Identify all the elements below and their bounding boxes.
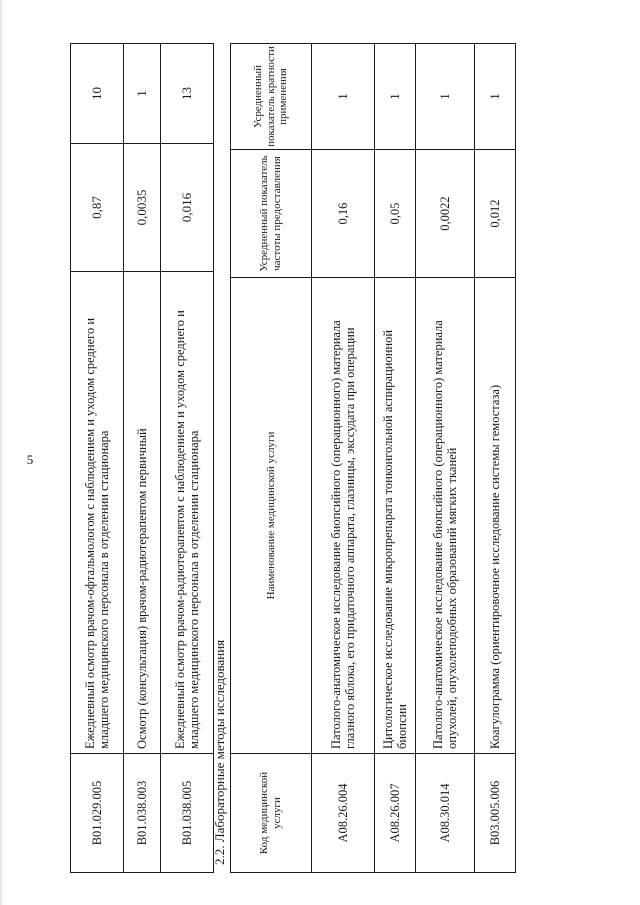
service-name: Ежедневный осмотр врачом-офтальмологом с наблюдением и уходом среднего и младшего медицинского персонала в отделении стационара: [71, 272, 124, 754]
multiplicity-value: 1: [475, 44, 516, 150]
multiplicity-value: 1: [416, 44, 475, 150]
table-row: [124, 44, 161, 873]
service-code: B01.038.003: [124, 754, 161, 873]
table-header-row: [231, 44, 312, 873]
frequency-value: 0,05: [375, 150, 416, 278]
section-title: 2.2. Лабораторные методы исследования: [212, 639, 227, 865]
lab-methods-table: [230, 43, 516, 873]
header-multiplicity: Усредненный показатель кратности применения: [231, 44, 312, 150]
frequency-value: 0,012: [475, 150, 516, 278]
page-number: 5: [26, 451, 34, 467]
header-code: Код медицинской услуги: [231, 754, 312, 873]
header-name: Наименование медицинской услуги: [231, 278, 312, 754]
service-name: Патолого-анатомическое исследование биопсийного (операционного) материала глазного яблока, его придаточного аппарата, глазницы, экссудата при операции: [312, 278, 375, 754]
table-row: [416, 44, 475, 873]
service-code: B01.029.005: [71, 754, 124, 873]
service-code: A08.26.007: [375, 754, 416, 873]
multiplicity-value: 1: [124, 44, 161, 144]
table-row: [312, 44, 375, 873]
service-name: Ежедневный осмотр врачом-радиотерапевтом с наблюдением и уходом среднего и младшего медицинского персонала в отделении стационара: [161, 272, 214, 754]
multiplicity-value: 1: [375, 44, 416, 150]
multiplicity-value: 1: [312, 44, 375, 150]
multiplicity-value: 10: [71, 44, 124, 144]
multiplicity-value: 13: [161, 44, 214, 144]
service-code: B03.005.006: [475, 754, 516, 873]
service-name: Патолого-анатомическое исследование биопсийного (операционного) материала опухолей, опухолеподобных образований мягких тканей: [416, 278, 475, 754]
header-frequency: Усредненный показатель частоты предоставления: [231, 150, 312, 278]
table-row: [71, 44, 124, 873]
service-code: A08.30.014: [416, 754, 475, 873]
frequency-value: 0,0022: [416, 150, 475, 278]
table-row: [161, 44, 214, 873]
service-name: Коагулограмма (ориентировочное исследование системы гемостаза): [475, 278, 516, 754]
frequency-value: 0,87: [71, 144, 124, 272]
frequency-value: 0,16: [312, 150, 375, 278]
table-row: [375, 44, 416, 873]
service-code: B01.038.005: [161, 754, 214, 873]
service-name: Осмотр (консультация) врачом-радиотерапевтом первичный: [124, 272, 161, 754]
services-table-top: [70, 43, 214, 873]
service-name: Цитологическое исследование микропрепарата тонкоигольной аспирационной биопсии: [375, 278, 416, 754]
service-code: A08.26.004: [312, 754, 375, 873]
frequency-value: 0,0035: [124, 144, 161, 272]
table-row: [475, 44, 516, 873]
frequency-value: 0,016: [161, 144, 214, 272]
scan-edge: [0, 0, 2, 905]
